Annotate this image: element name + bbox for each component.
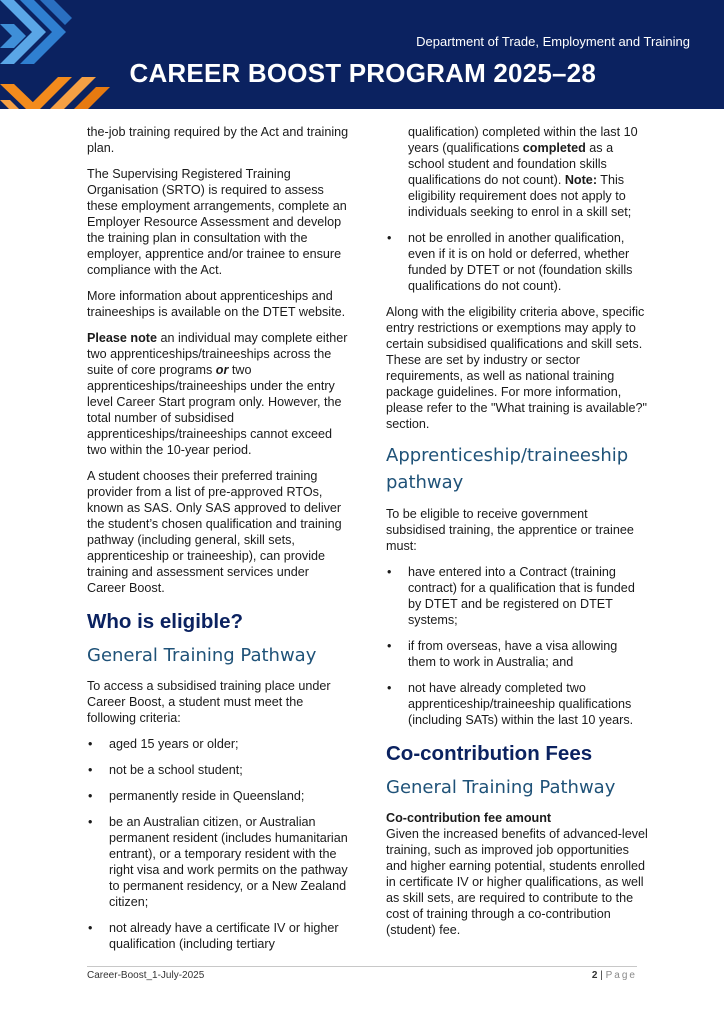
heading-co-contribution-fees: Co-contribution Fees: [386, 742, 593, 765]
bullet-icon: •: [387, 681, 392, 695]
page-number: [592, 970, 637, 981]
text: as a school student and foundation skills qualifications do not count).: [408, 141, 614, 187]
bullet-icon: •: [387, 231, 392, 245]
paragraph: Given the increased benefits of advanced-level training, such as improved job opportunities and higher earning potential, students enrolled in certificate IV or higher qualifications, as well as skill sets, are required to contribute to the cost of training through a co-contribution (student) fee.: [386, 827, 648, 937]
bold-text: Please note: [87, 331, 157, 345]
page-title: CAREER BOOST PROGRAM 2025–28: [129, 58, 596, 88]
list-item-text: not have already completed two apprenticeship/traineeship qualifications (including SATs) within the last 10 years.: [408, 681, 634, 727]
paragraph: the-job training required by the Act and training plan.: [87, 125, 349, 155]
bullet-icon: •: [88, 921, 93, 935]
list-item: [87, 762, 349, 778]
heading-who-is-eligible: Who is eligible?: [87, 610, 244, 633]
list-item-text: permanently reside in Queensland;: [109, 789, 305, 803]
bullet-icon: •: [387, 639, 392, 653]
eligibility-list-continued: [386, 230, 648, 294]
paragraph: To access a subsidised training place under Career Boost, a student must meet the following criteria:: [87, 679, 331, 725]
department-name: Department of Trade, Employment and Training: [416, 34, 690, 49]
list-item-continuation: [386, 124, 648, 220]
paragraph: Along with the eligibility criteria above, specific entry restrictions or exemptions may apply to certain subsidised qualifications and skill sets. These are set by industry or sector requirements, as well as national training package guidelines. For more information, please refer to the "What training is available?" section.: [386, 305, 647, 431]
page-header: [0, 0, 724, 109]
page-number-value: 2: [591, 970, 598, 981]
list-item: [87, 920, 349, 952]
list-item: [87, 814, 349, 910]
eligibility-list: [87, 736, 349, 952]
list-item: [386, 230, 648, 294]
page-label: Page: [605, 970, 637, 981]
text: This eligibility requirement does not apply to individuals seeking to enrol in a skill set;: [408, 173, 632, 219]
please-note-paragraph: [87, 330, 349, 458]
heading-apprenticeship-pathway: Apprenticeship/traineeship pathway: [386, 445, 629, 493]
list-item: [386, 564, 648, 628]
list-item: [87, 736, 349, 752]
heading-general-training-pathway: General Training Pathway: [386, 777, 616, 798]
right-column: [386, 124, 648, 948]
text: qualification) completed within the last 10 years (qualifications: [408, 125, 638, 155]
text: an individual may complete either two apprenticeships/traineeships across the suite of core programs: [87, 331, 348, 377]
bold-text: completed: [522, 141, 586, 155]
list-item: [386, 638, 648, 670]
list-item-text: have entered into a Contract (training contract) for a qualification that is funded by DTET and be registered on DTET systems;: [408, 565, 635, 627]
subheading-fee-amount: Co-contribution fee amount: [386, 811, 552, 825]
list-item: [386, 680, 648, 728]
bullet-icon: •: [387, 565, 392, 579]
list-item-text: not already have a certificate IV or higher qualification (including tertiary: [109, 921, 339, 951]
paragraph: The Supervising Registered Training Organisation (SRTO) is required to assess these employment arrangements, complete an Employer Resource Assessment and develop the training plan in consultation with the employer, apprentice and/or trainee to ensure compliance with the Act.: [87, 167, 347, 277]
list-item-text: aged 15 years or older;: [109, 737, 239, 751]
bullet-icon: •: [88, 815, 93, 829]
list-item-text: not be enrolled in another qualification, even if it is on hold or deferred, whether funded by DTET or not (foundation skills qualifications do not count).: [408, 231, 633, 293]
emphasis-text: or: [215, 363, 229, 377]
note-label: Note:: [564, 173, 598, 187]
list-item: [87, 788, 349, 804]
list-item-text: be an Australian citizen, or Australian permanent resident (includes humanitarian entrant), or a temporary resident with the right visa and work permits on the pathway to permanent residency, or a New Zealand citizen;: [109, 815, 348, 909]
heading-general-training-pathway: General Training Pathway: [87, 645, 317, 666]
bullet-icon: •: [88, 789, 93, 803]
paragraph: A student chooses their preferred training provider from a list of pre-approved RTOs, known as SAS. Only SAS approved to deliver the student’s chosen qualification and training pathway (including general, skill sets, apprenticeship or traineeship), can provide training and assessment services under Career Boost.: [87, 469, 342, 595]
paragraph: More information about apprenticeships and traineeships is available on the DTET website.: [87, 289, 346, 319]
page-footer: [87, 966, 637, 981]
text: two apprenticeships/traineeships under the entry level Career Start program only. However, the total number of subsidised apprenticeships/traineeships cannot exceed two within the 10-year period.: [87, 363, 342, 457]
bullet-icon: •: [88, 737, 93, 751]
page-separator: |: [597, 970, 606, 981]
chevron-logo-icon: [0, 0, 130, 109]
bullet-icon: •: [88, 763, 93, 777]
document-name: Career-Boost_1-July-2025: [87, 970, 205, 981]
list-item-text: not be a school student;: [109, 763, 243, 777]
apprenticeship-criteria-list: [386, 564, 648, 728]
left-column: [87, 124, 349, 962]
paragraph: To be eligible to receive government subsidised training, the apprentice or trainee must:: [386, 507, 634, 553]
list-item-text: if from overseas, have a visa allowing them to work in Australia; and: [408, 639, 618, 669]
